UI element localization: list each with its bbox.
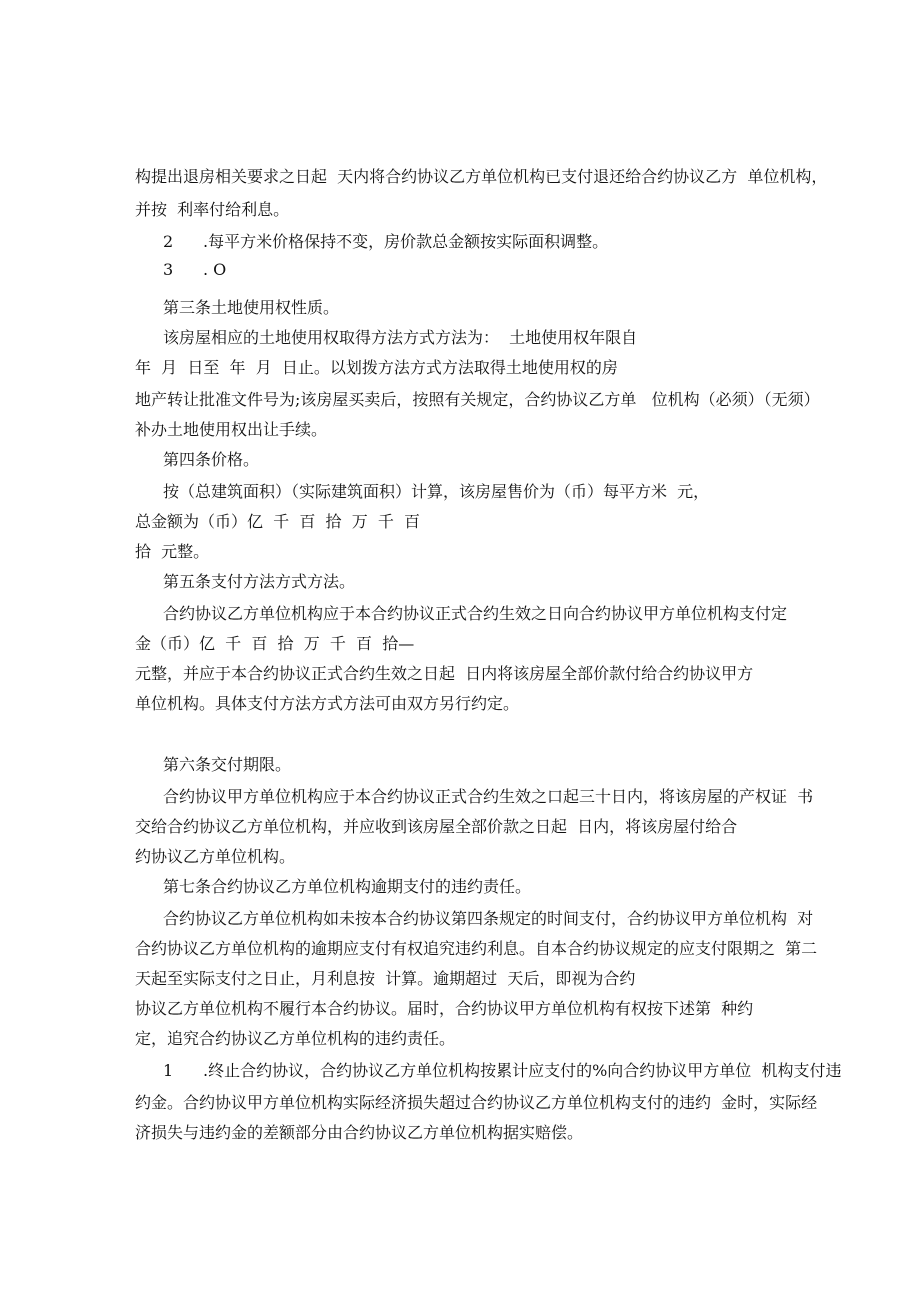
- text-line: 总金额为（币）亿 千 百 拾 万 千 百: [135, 512, 421, 531]
- text-line: 合约协议乙方单位机构如未按本合约协议第四条规定的时间支付，合约协议甲方单位机构 对: [163, 909, 814, 928]
- article-heading: 第五条支付方法方式方法。: [163, 572, 356, 591]
- text-line: 单位机构。具体支付方法方式方法可由双方另行约定。: [135, 694, 520, 713]
- text-line: 拾 元整。: [135, 542, 210, 561]
- article-heading: 第六条交付期限。: [163, 755, 292, 774]
- text-line: 合约协议乙方单位机构的逾期应支付有权追究违约利息。自本合约协议规定的应支付限期之 第二: [135, 939, 818, 958]
- text-line: 协议乙方单位机构不履行本合约协议。届时，合约协议甲方单位机构有权按下述第 种约: [135, 999, 754, 1018]
- list-item-text: .终止合约协议，合约协议乙方单位机构按累计应支付的%向合约协议甲方单位 机构支付违: [203, 1061, 842, 1080]
- text-line: 补办土地使用权出让手续。: [135, 420, 328, 439]
- text-line: 元整，并应于本合约协议正式合约生效之日起 日内将该房屋全部价款付给合约协议甲方: [135, 664, 754, 683]
- list-item-text: .每平方米价格保持不变，房价款总金额按实际面积调整。: [203, 232, 609, 251]
- list-item: [163, 259, 226, 281]
- text-line: 金（币）亿 千 百 拾 万 千 百 拾—: [135, 634, 415, 653]
- text-line: 定，追究合约协议乙方单位机构的违约责任。: [135, 1029, 456, 1048]
- list-number: 2: [163, 232, 174, 251]
- text-line: 年 月 日至 年 月 日止。以划拨方法方式方法取得土地使用权的房: [135, 358, 618, 377]
- list-item-text: . O: [203, 260, 227, 279]
- text-line: 约金。合约协议甲方单位机构实际经济损失超过合约协议乙方单位机构支付的违约 金时，实际经: [135, 1093, 818, 1112]
- list-number: 1: [163, 1061, 174, 1080]
- text-line: 合约协议甲方单位机构应于本合约协议正式合约生效之口起三十日内，将该房屋的产权证 书: [163, 787, 814, 806]
- list-item: [163, 231, 608, 253]
- text-line: 地产转让批准文件号为;该房屋买卖后，按照有关规定，合约协议乙方单 位机构（必须）（无须）: [135, 390, 820, 409]
- text-line: 约协议乙方单位机构。: [135, 847, 296, 866]
- article-heading: 第四条价格。: [163, 450, 260, 469]
- list-item: [163, 1060, 841, 1082]
- text-line: 并按 利率付给利息。: [135, 200, 290, 219]
- text-line: 合约协议乙方单位机构应于本合约协议正式合约生效之日向合约协议甲方单位机构支付定: [163, 604, 788, 623]
- text-line: 济损失与违约金的差额部分由合约协议乙方单位机构据实赔偿。: [135, 1123, 584, 1142]
- text-line: 交给合约协议乙方单位机构，并应收到该房屋全部价款之日起 日内，将该房屋付给合: [135, 817, 738, 836]
- article-heading: 第三条土地使用权性质。: [163, 298, 340, 317]
- list-number: 3: [163, 260, 174, 279]
- text-line: 按（总建筑面积）（实际建筑面积）计算，该房屋售价为（币）每平方米 元，: [163, 482, 710, 501]
- text-line: 构提出退房相关要求之日起 天内将合约协议乙方单位机构已支付退还给合约协议乙方 单位机构，: [135, 167, 828, 186]
- article-heading: 第七条合约协议乙方单位机构逾期支付的违约责任。: [163, 877, 532, 896]
- text-line: 该房屋相应的土地使用权取得方法方式方法为： 土地使用权年限自: [163, 328, 638, 347]
- text-line: 天起至实际支付之日止，月利息按 计算。逾期超过 天后，即视为合约: [135, 969, 636, 988]
